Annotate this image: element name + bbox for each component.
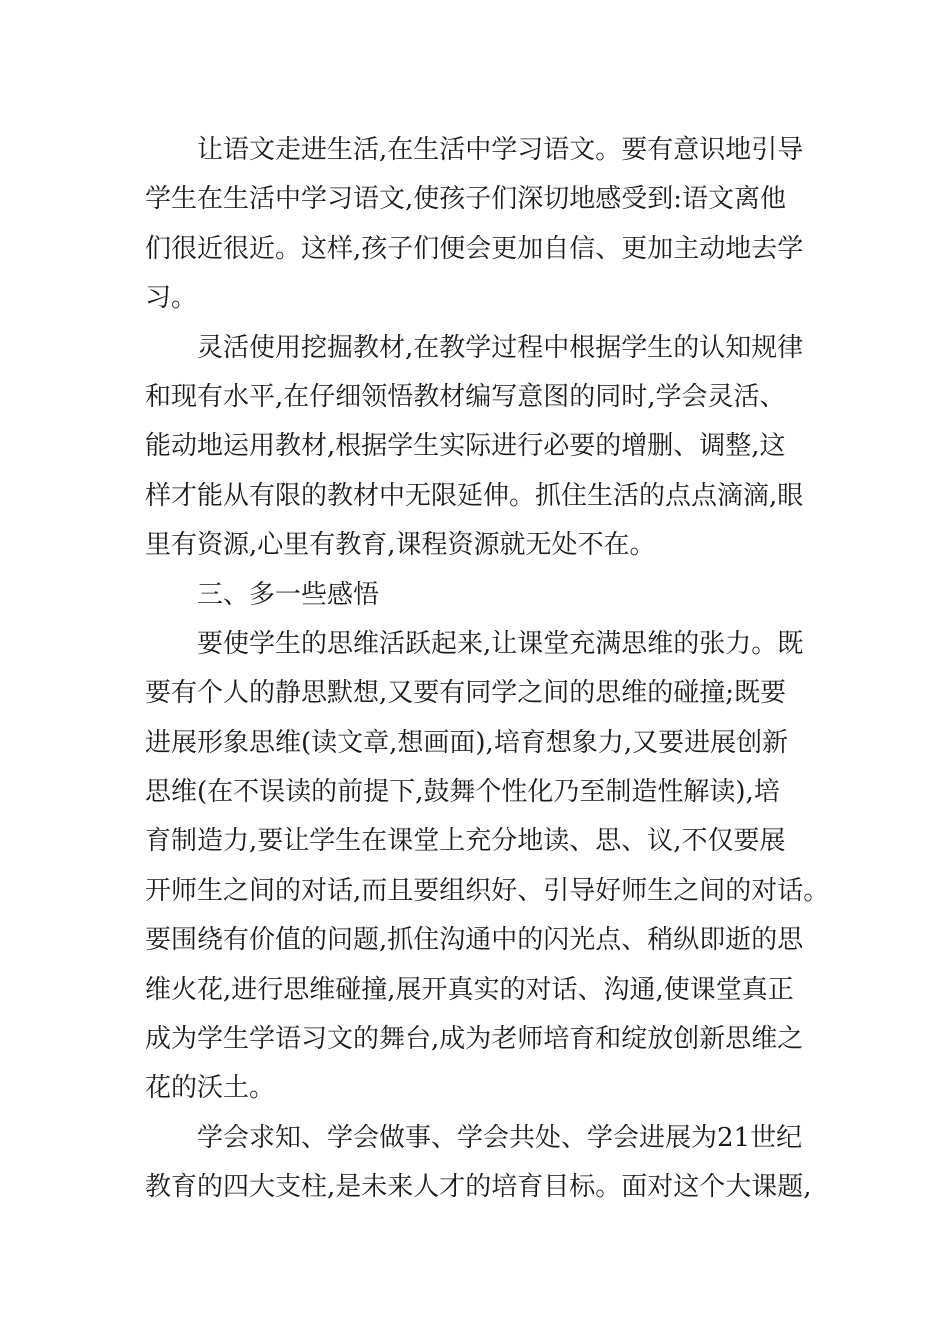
text-line: 和现有水平,在仔细领悟教材编写意图的同时,学会灵活、 (145, 381, 786, 412)
text-line: 能动地运用教材,根据学生实际进行必要的增删、调整,这 (145, 431, 786, 462)
document-body (145, 126, 830, 1213)
text-line: 要使学生的思维活跃起来,让课堂充满思维的张力。既 (197, 628, 804, 659)
text-line: 进展形象思维(读文章,想画面),培育想象力,又要进展创新 (145, 727, 789, 758)
text-line: 维火花,进行思维碰撞,展开真实的对话、沟通,使课堂真正 (145, 974, 794, 1005)
text-line: 学生在生活中学习语文,使孩子们深切地感受到:语文离他 (145, 184, 787, 215)
text-line: 里有资源,心里有教育,课程资源就无处不在。 (145, 530, 656, 561)
text-line: 习。 (145, 283, 198, 314)
section-heading (145, 571, 815, 620)
text-line: 育制造力,要让学生在课堂上充分地读、思、议,不仅要展 (145, 826, 786, 857)
paragraph-textbook-use (145, 324, 815, 571)
text-line: 教育的四大支柱,是未来人才的培育目标。面对这个大课题, (145, 1172, 812, 1203)
text-line: 花的沃土。 (145, 1073, 276, 1104)
paragraph-life-learning (145, 126, 815, 324)
text-line: 要围绕有价值的问题,抓住沟通中的闪光点、稍纵即逝的思 (145, 925, 804, 956)
text-line: 思维(在不误读的前提下,鼓舞个性化乃至制造性解读),培 (145, 777, 780, 808)
text-line: 们很近很近。这样,孩子们便会更加自信、更加主动地去学 (145, 233, 804, 264)
text-line: 成为学生学语习文的舞台,成为老师培育和绽放创新思维之 (145, 1024, 804, 1055)
paragraph-four-pillars (145, 1114, 815, 1213)
text-line: 让语文走进生活,在生活中学习语文。要有意识地引导 (197, 135, 804, 165)
heading-text: 三、多一些感悟 (197, 579, 380, 610)
text-line: 要有个人的静思默想,又要有同学之间的思维的碰撞;既要 (145, 678, 787, 709)
text-line: 样才能从有限的教材中无限延伸。抓住生活的点点滴滴,眼 (145, 480, 804, 511)
text-line: 开师生之间的对话,而且要组织好、引导好师生之间的对话。 (145, 875, 830, 906)
text-line: 学会求知、学会做事、学会共处、学会进展为21世纪 (197, 1122, 803, 1153)
text-line: 灵活使用挖掘教材,在教学过程中根据学生的认知规律 (197, 332, 804, 363)
paragraph-thinking (145, 620, 830, 1114)
